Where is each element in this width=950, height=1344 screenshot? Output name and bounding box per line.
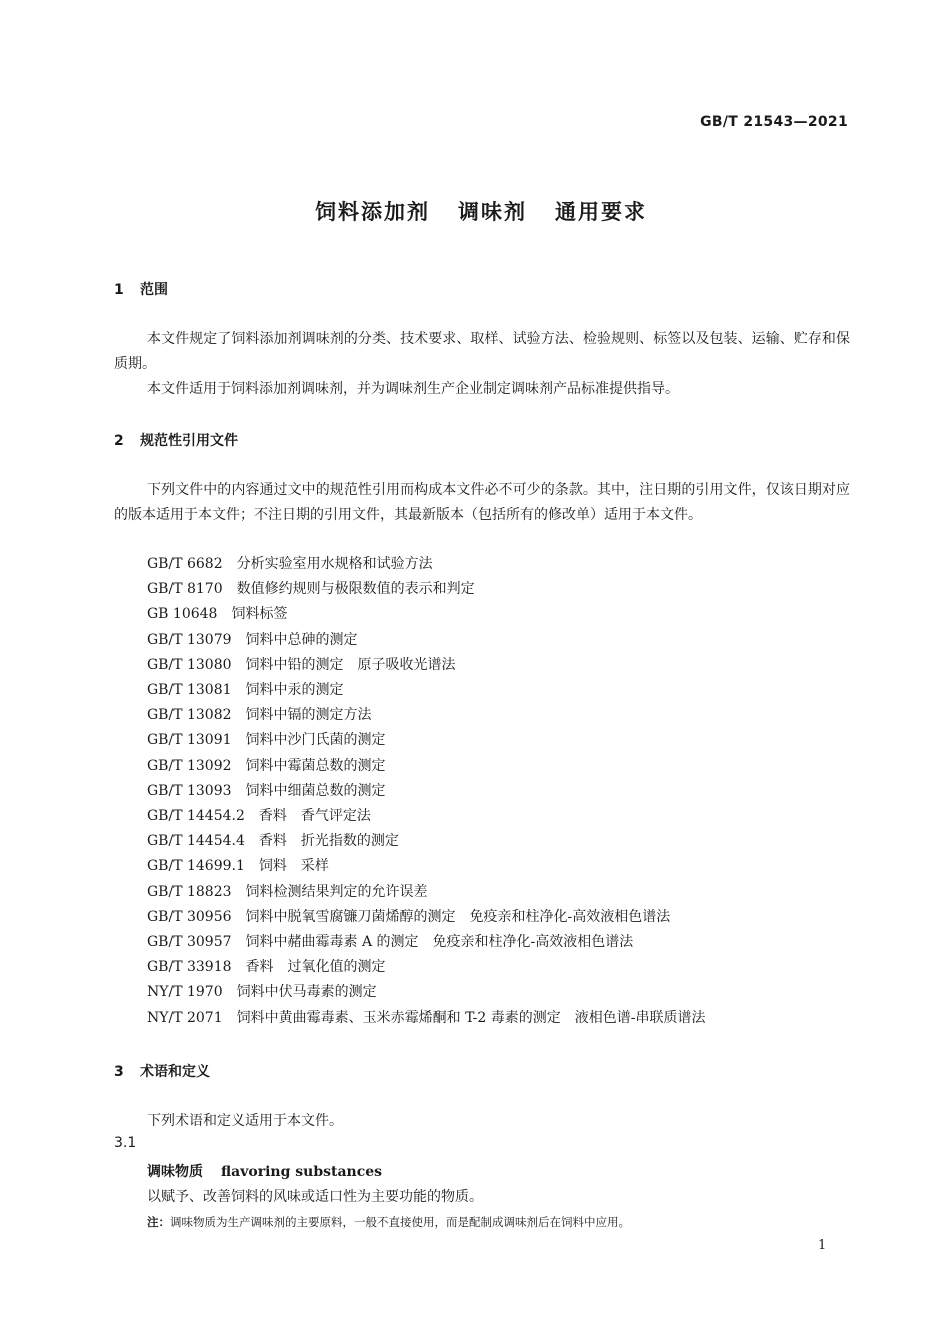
- reference-item: [147, 728, 705, 753]
- clause-number: 3.1: [114, 1135, 137, 1151]
- section-3-paragraph-1: 下列术语和定义适用于本文件。: [147, 1113, 343, 1129]
- title-part-2: 调味剂: [458, 200, 527, 224]
- reference-item: [147, 804, 705, 829]
- reference-item: [147, 905, 705, 930]
- reference-item: [147, 754, 705, 779]
- reference-code: NY/T 2071: [147, 1009, 223, 1026]
- reference-title: 饲料检测结果判定的允许误差: [245, 883, 428, 900]
- reference-code: GB/T 14454.2: [147, 808, 245, 825]
- reference-item: [147, 1006, 705, 1031]
- reference-title: 饲料中铅的测定 原子吸收光谱法: [245, 656, 456, 673]
- term-note: [147, 1214, 630, 1230]
- reference-item: [147, 678, 705, 703]
- term-chinese: 调味物质: [147, 1164, 203, 1180]
- page-number: 1: [818, 1238, 827, 1253]
- reference-item: [147, 628, 705, 653]
- reference-title: 饲料中伏马毒素的测定: [236, 984, 377, 1001]
- reference-title: 数值修约规则与极限数值的表示和判定: [236, 581, 475, 598]
- section-3-heading: [114, 1061, 210, 1081]
- reference-item: [147, 552, 705, 577]
- note-label: 注：: [147, 1215, 170, 1229]
- reference-title: 饲料中霉菌总数的测定: [245, 757, 386, 774]
- reference-item: [147, 829, 705, 854]
- reference-item: [147, 577, 705, 602]
- reference-title: 饲料中沙门氏菌的测定: [245, 732, 386, 749]
- title-part-3: 通用要求: [555, 200, 647, 224]
- reference-title: 饲料中细菌总数的测定: [245, 782, 386, 799]
- term-english: flavoring substances: [221, 1164, 383, 1180]
- standard-number: GB/T 21543—2021: [700, 114, 848, 130]
- reference-item: [147, 854, 705, 879]
- section-2-title: 规范性引用文件: [140, 433, 238, 449]
- reference-title: 饲料中脱氧雪腐镰刀菌烯醇的测定 免疫亲和柱净化-高效液相色谱法: [245, 908, 671, 925]
- reference-code: GB/T 18823: [147, 883, 232, 900]
- section-3-title: 术语和定义: [140, 1064, 210, 1080]
- reference-title: 香料 过氧化值的测定: [245, 959, 386, 976]
- reference-item: [147, 980, 705, 1005]
- reference-item: [147, 930, 705, 955]
- reference-code: GB 10648: [147, 606, 218, 623]
- reference-code: GB/T 13079: [147, 631, 232, 648]
- reference-title: 饲料中赭曲霉毒素 A 的测定 免疫亲和柱净化-高效液相色谱法: [245, 934, 634, 951]
- reference-code: GB/T 13093: [147, 782, 232, 799]
- section-1-number: 1: [114, 282, 124, 298]
- reference-item: [147, 779, 705, 804]
- reference-title: 饲料 采样: [258, 858, 329, 875]
- section-1-paragraph-1: 本文件规定了饲料添加剂调味剂的分类、技术要求、取样、试验方法、检验规则、标签以及包装、运输、贮存和保质期。: [114, 331, 850, 372]
- reference-code: GB/T 6682: [147, 556, 223, 572]
- document-title: [0, 196, 950, 226]
- reference-code: NY/T 1970: [147, 984, 223, 1001]
- normative-reference-list: [147, 552, 705, 1031]
- section-1-heading: [114, 279, 168, 299]
- reference-code: GB/T 14699.1: [147, 858, 245, 875]
- reference-item: [147, 602, 705, 627]
- reference-code: GB/T 14454.4: [147, 833, 245, 850]
- section-2-heading: [114, 430, 238, 450]
- reference-title: 饲料中镉的测定方法: [245, 707, 372, 724]
- reference-title: 饲料中总砷的测定: [245, 631, 358, 648]
- reference-item: [147, 653, 705, 678]
- reference-item: [147, 955, 705, 980]
- section-2-paragraph-1: 下列文件中的内容通过文中的规范性引用而构成本文件必不可少的条款。其中，注日期的引用文件，仅该日期对应的版本适用于本文件；不注日期的引用文件，其最新版本（包括所有的修改单）适用于本文件。: [114, 482, 850, 523]
- reference-item: [147, 880, 705, 905]
- section-2-number: 2: [114, 433, 124, 449]
- reference-item: [147, 703, 705, 728]
- reference-title: 饲料中黄曲霉毒素、玉米赤霉烯酮和 T-2 毒素的测定 液相色谱-串联质谱法: [236, 1009, 706, 1026]
- reference-code: GB/T 33918: [147, 959, 232, 976]
- reference-title: 饲料中汞的测定: [245, 682, 344, 699]
- section-3-number: 3: [114, 1064, 124, 1080]
- note-text: 调味物质为生产调味剂的主要原料，一般不直接使用，而是配制成调味剂后在饲料中应用。: [170, 1215, 630, 1229]
- reference-code: GB/T 13081: [147, 682, 232, 699]
- reference-code: GB/T 13092: [147, 757, 232, 774]
- reference-code: GB/T 13091: [147, 732, 232, 749]
- term-definition: 以赋予、改善饲料的风味或适口性为主要功能的物质。: [147, 1189, 483, 1205]
- reference-title: 分析实验室用水规格和试验方法: [236, 556, 433, 572]
- reference-code: GB/T 30956: [147, 908, 232, 925]
- reference-title: 香料 香气评定法: [258, 808, 371, 825]
- reference-title: 饲料标签: [231, 606, 288, 623]
- reference-title: 香料 折光指数的测定: [258, 833, 399, 850]
- term-entry: [147, 1161, 382, 1181]
- reference-code: GB/T 30957: [147, 934, 232, 951]
- reference-code: GB/T 13080: [147, 656, 232, 673]
- section-1-title: 范围: [140, 282, 168, 298]
- reference-code: GB/T 13082: [147, 707, 232, 724]
- title-part-1: 饲料添加剂: [315, 200, 430, 224]
- reference-code: GB/T 8170: [147, 581, 223, 598]
- section-1-paragraph-2: 本文件适用于饲料添加剂调味剂，并为调味剂生产企业制定调味剂产品标准提供指导。: [147, 381, 679, 397]
